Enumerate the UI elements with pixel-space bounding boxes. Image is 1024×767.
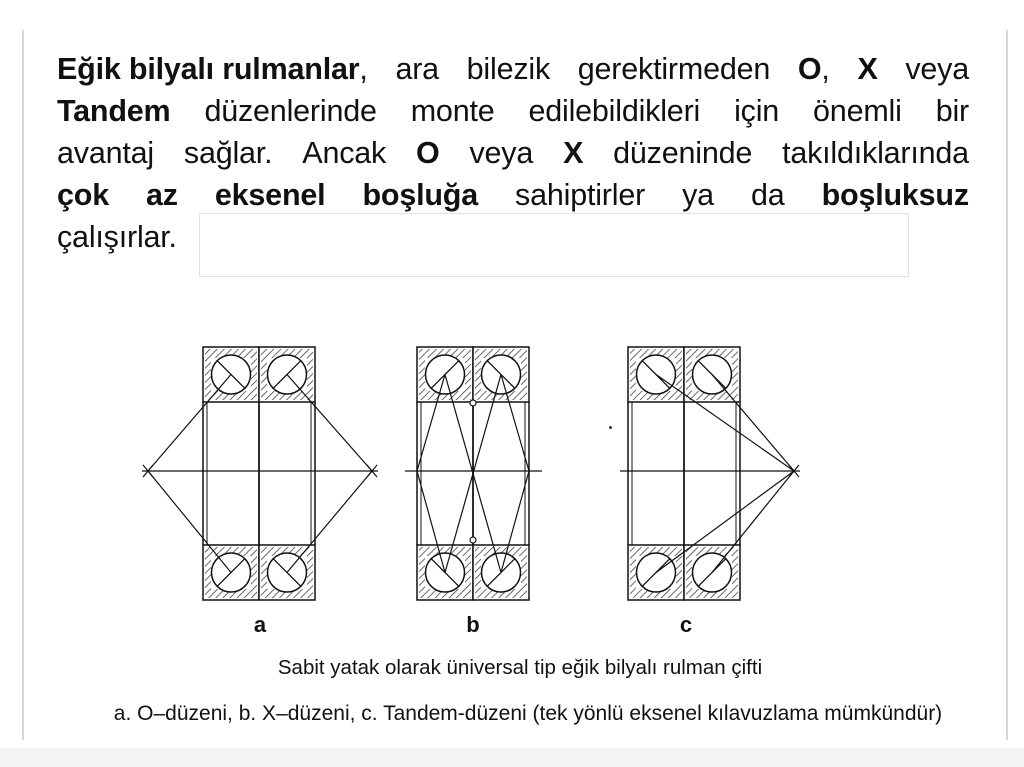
ring-side-hatch (261, 556, 267, 589)
contact-point (470, 537, 476, 543)
label-a: a (253, 612, 267, 637)
word: takıldıklarında (782, 136, 969, 170)
ring-side-hatch (465, 556, 471, 589)
ring-side-hatch (630, 358, 636, 391)
word: da (751, 178, 785, 212)
ring-side-hatch (521, 556, 527, 589)
word: ara (395, 52, 439, 86)
word: , (359, 52, 368, 86)
ring-side-hatch (732, 556, 738, 589)
bold-term: boşluğa (362, 178, 478, 212)
word: , (821, 52, 830, 86)
word: düzenlerinde (204, 94, 377, 128)
ring-side-hatch (251, 556, 257, 589)
bold-term: Eğik bilyalı rulmanlar (57, 52, 360, 86)
ring-side-hatch (686, 556, 692, 589)
word: önemli (813, 94, 902, 128)
ring-side-hatch (732, 358, 738, 391)
figure-caption-title: Sabit yatak olarak üniversal tip eğik bilyalı rulman çifti (277, 656, 763, 679)
ring-side-hatch (475, 358, 481, 391)
bold-term: O (797, 52, 822, 86)
word: sahiptirler (515, 178, 646, 212)
load-line (148, 471, 231, 573)
ring-side-hatch (676, 556, 682, 589)
word: avantaj (57, 136, 154, 170)
load-line (287, 375, 372, 472)
bold-term: az (146, 178, 178, 212)
ring-side-hatch (307, 556, 313, 589)
word: sağlar. (183, 136, 273, 170)
word: bir (935, 94, 969, 128)
label-b: b (466, 612, 480, 637)
stray-mark (609, 426, 612, 429)
ring-side-hatch (465, 358, 471, 391)
bold-term: X (563, 136, 584, 170)
ring-side-hatch (205, 556, 211, 589)
contact-point (470, 400, 476, 406)
word: çalışırlar. (57, 220, 177, 254)
bold-term: eksenel (214, 178, 326, 212)
ring-side-hatch (475, 556, 481, 589)
word: ya (682, 178, 714, 212)
word: edilebildikleri (528, 94, 701, 128)
word: gerektirmeden (577, 52, 771, 86)
word: için (734, 94, 780, 128)
word: bilezik (466, 52, 551, 86)
ring-side-hatch (686, 358, 692, 391)
bold-term: boşluksuz (821, 178, 969, 212)
ring-side-hatch (307, 358, 313, 391)
load-line (148, 375, 231, 472)
ring-side-hatch (676, 358, 682, 391)
word: monte (410, 94, 495, 128)
label-c: c (679, 612, 693, 637)
word: veya (905, 52, 969, 86)
ring-side-hatch (251, 358, 257, 391)
word: Ancak (302, 136, 387, 170)
bold-term: O (416, 136, 440, 170)
word: veya (469, 136, 534, 170)
ring-side-hatch (419, 556, 425, 589)
ring-side-hatch (630, 556, 636, 589)
bold-term: çok (57, 178, 109, 212)
word: düzeninde (613, 136, 753, 170)
ring-side-hatch (419, 358, 425, 391)
bold-term: X (857, 52, 878, 86)
load-line (287, 471, 372, 573)
ring-side-hatch (521, 358, 527, 391)
figure-caption-detail: a. O–düzeni, b. X–düzeni, c. Tandem-düzeni (tek yönlü eksenel kılavuzlama mümkündür) (113, 702, 943, 725)
ring-side-hatch (261, 358, 267, 391)
ring-side-hatch (205, 358, 211, 391)
bold-term: Tandem (57, 94, 171, 128)
